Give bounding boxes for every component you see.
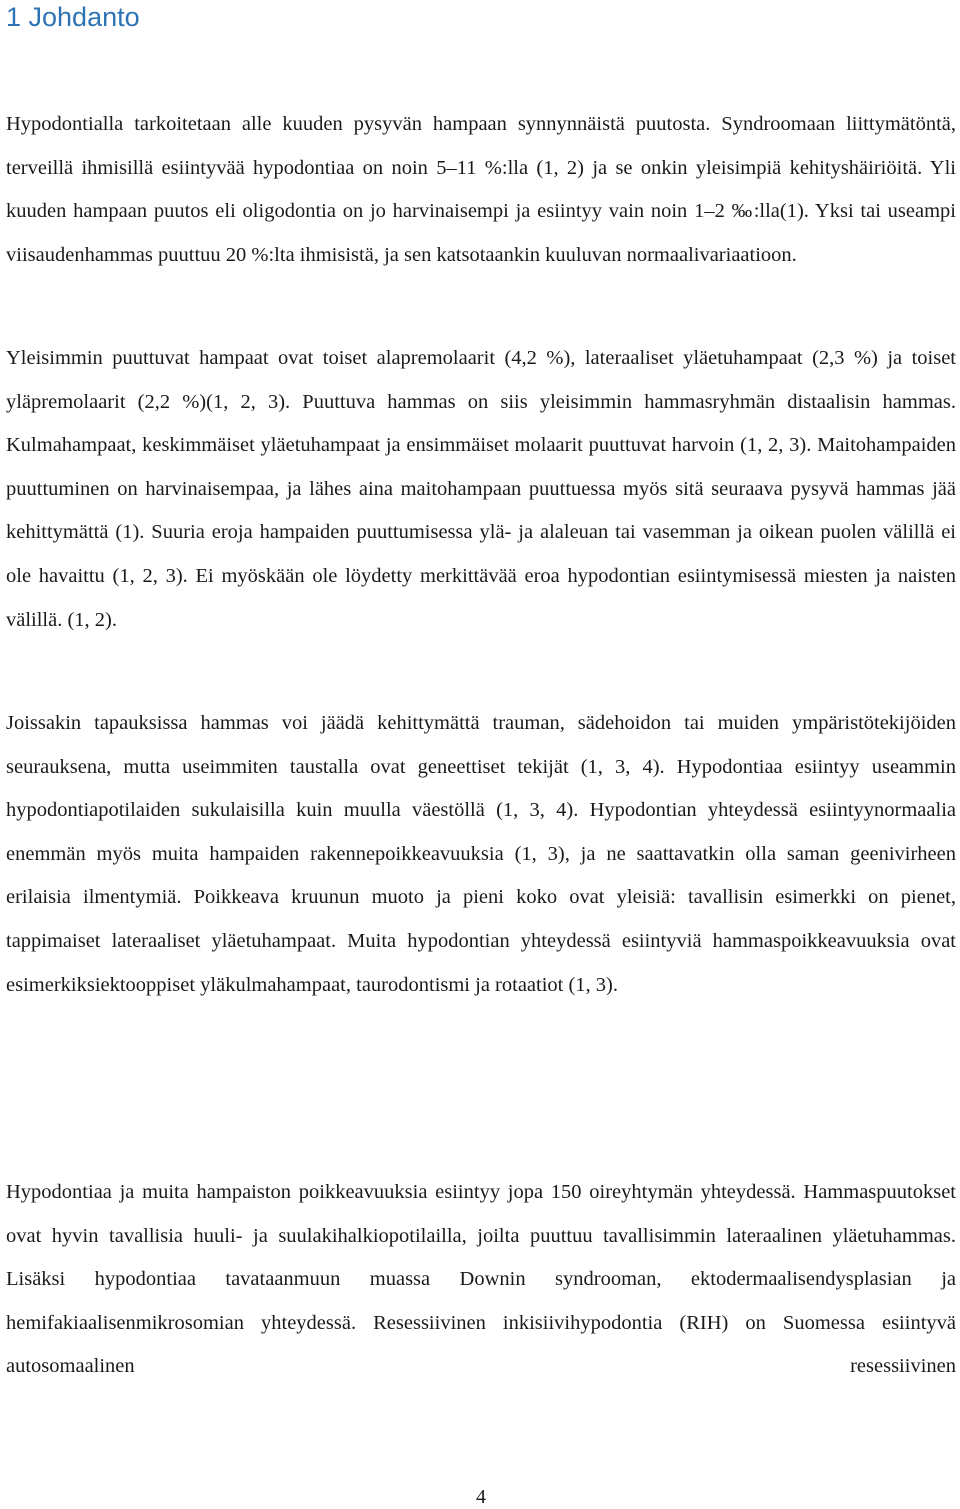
section-heading: 1 Johdanto — [6, 2, 140, 32]
paragraph-causes: Joissakin tapauksissa hammas voi jäädä kehittymättä trauman, sädehoidon tai muiden ympäristötekijöiden seurauksena, mutta useimmiten taustalla ovat geneettiset tekijät (1, 3, 4). Hypodontiaa esiintyy useammin hypodontiapotilaiden sukulaisilla kuin muulla väestöllä (1, 3, 4). Hypodontian yhteydessä esiintyynormaalia enemmän myös muita hampaiden rakennepoikkeavuuksia (1, 3), ja ne saattavatkin olla saman geenivirheen erilaisia ilmentymiä. Poikkeava kruunun muoto ja pieni koko ovat yleisiä: tavallisin esimerkki on pienet, tappimaiset lateraaliset yläetuhampaat. Muita hypodontian yhteydessä esiintyviä hammaspoikkeavuuksia ovat esimerkiksiektooppiset yläkulmahampaat, taurodontismi ja rotaatiot (1, 3). — [6, 712, 956, 996]
document-page — [6, 0, 956, 1509]
paragraph-missing-teeth: Yleisimmin puuttuvat hampaat ovat toiset alapremolaarit (4,2 %), lateraaliset yläetuhampaat (2,3 %) ja toiset yläpremolaarit (2,2 %)(1, 2, 3). Puuttuva hammas on siis yleisimmin hammasryhmän distaalisin hammas. Kulmahampaat, keskimmäiset yläetuhampaat ja ensimmäiset molaarit puuttuvat harvoin (1, 2, 3). Maitohampaiden puuttuminen on harvinaisempaa, ja lähes aina maitohampaan puuttuessa myös sitä seuraava pysyvä hammas jää kehittymättä (1). Suuria eroja hampaiden puuttumisessa ylä- ja alaleuan tai vasemman ja oikean puolen välillä ei ole havaittu (1, 2, 3). Ei myöskään ole löydetty merkittävää eroa hypodontian esiintymisessä miesten ja naisten välillä. (1, 2). — [6, 347, 956, 631]
page-number: 4 — [476, 1486, 486, 1508]
paragraph-definition: Hypodontialla tarkoitetaan alle kuuden pysyvän hampaan synnynnäistä puutosta. Syndroomaan liittymätöntä, terveillä ihmisillä esiintyvää hypodontiaa on noin 5–11 %:lla (1, 2) ja se onkin yleisimpiä kehityshäiriöitä. Yli kuuden hampaan puutos eli oligodontia on jo harvinaisempi ja esiintyy vain noin 1–2 ‰:lla(1). Yksi tai useampi viisaudenhammas puuttuu 20 %:lta ihmisistä, ja sen katsotaankin kuuluvan normaalivariaatioon. — [6, 113, 956, 266]
paragraph-syndromes: Hypodontiaa ja muita hampaiston poikkeavuuksia esiintyy jopa 150 oireyhtymän yhteydessä. Hammaspuutokset ovat hyvin tavallisia huuli- ja suulakihalkiopotilailla, joilta puuttuu tavallisimmin lateraalinen yläetuhammas. Lisäksi hypodontiaa tavataanmuun muassa Downin syndrooman, ektodermaalisendysplasian ja hemifakiaalisenmikrosomian yhteydessä. Resessiivinen inkisiivihypodontia (RIH) on Suomessa esiintyvä autosomaalinen resessiivinen — [6, 1181, 956, 1378]
